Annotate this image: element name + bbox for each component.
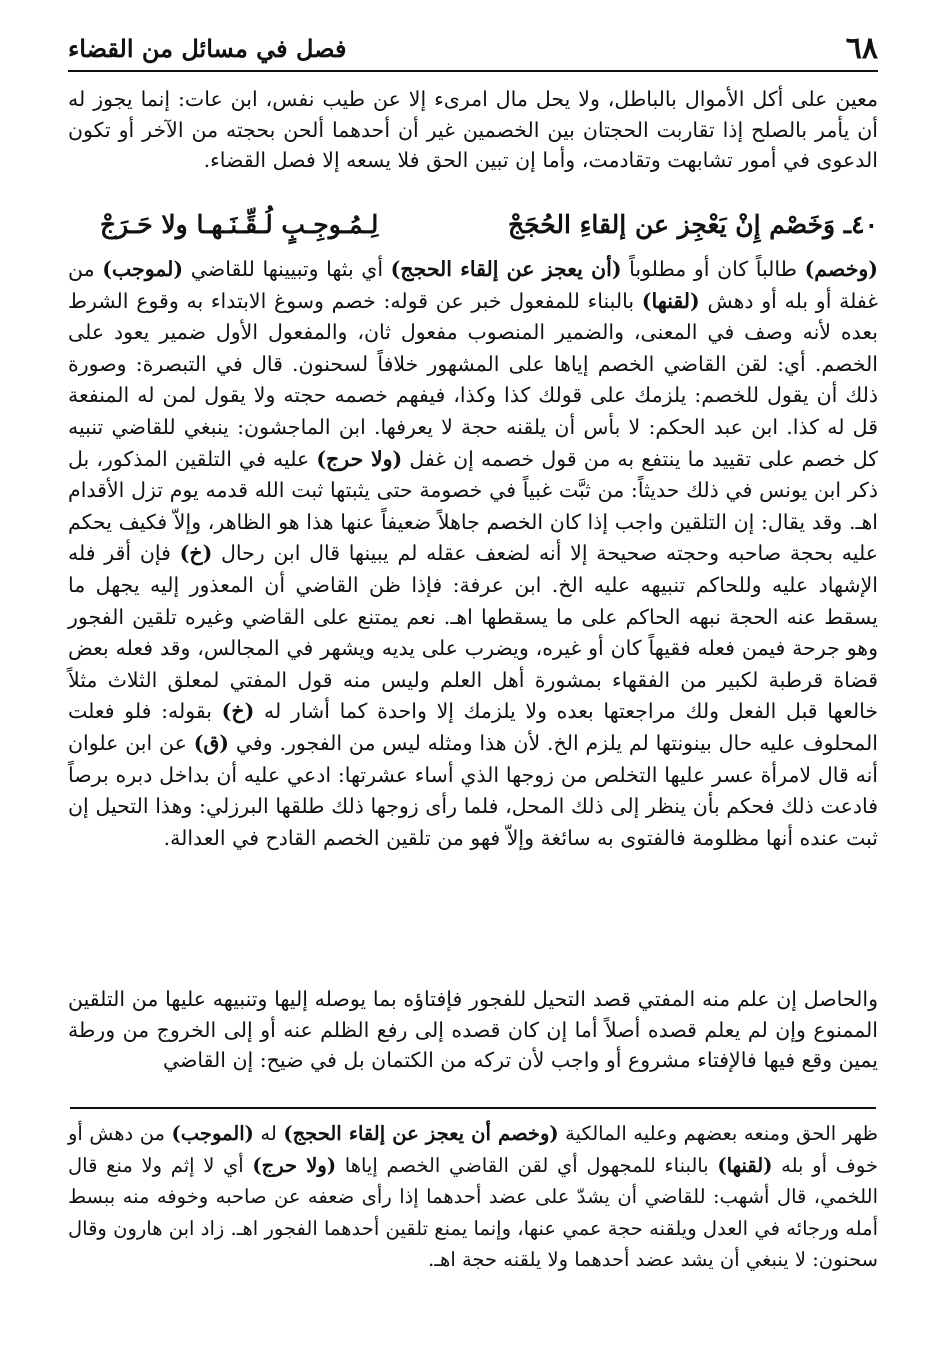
footnote-text (68, 1118, 878, 1276)
commentary-span: فإن أقر فله الإشهاد عليه وللحاكم تنبيهه عليه الخ. ابن عرفة: فإذا ظن القاضي أن المعذور إليه يجهل ما يسقط عنه الحجة نبهه الحاكم على ما يسقطها اهـ. نعم يمتنع على القاضي وغيره تلقين الفجور وهو جرحة فيمن فعله فقيهاً كان أو غيره، ويضرب على يديه ويشهر في المجالس، وقد فعله بعض قضاة قرطبة لكبير من الفقهاء بمشورة أهل العلم وليس منه قول المفتي لمعلق الثلاث مثلاً خالعها قبل الفعل ولك مراجعتها بعده ولا يلزمك إلا واحدة كما أشار له (68, 541, 878, 724)
commentary-span: عليه في التلقين المذكور، بل ذكر ابن يونس في ذلك حديثاً: من ثبَّت غبياً في خصومة حتى يثبتها ثبت الله قدمه يوم تزل الأقدام اهـ. وقد يقال: إن التلقين واجب إذا كان الخصم جاهلاً ضعيفاً عنها هذا هو الظاهر، وإلاّ فكيف يحكم عليه بحجة صاحبه وحجته صحيحة إلا أنه لضعف عقله لم يبينها قال ابن رحال (68, 446, 878, 566)
quoted-term: (أن يعجز عن إلقاء الحجج) (390, 257, 622, 281)
commentary-span: بالبناء للمفعول خبر عن قوله: خصم وسوغ الابتداء به وقوع الشرط بعده لأنه وصف في المعنى، والضمير المنصوب مفعول ثان، والمفعول الأول ضمير يعود على الخصم. أي: لقن القاضي الخصم إياها على المشهور خلافاً لسحنون. قال في التبصرة: وصورة ذلك أن يقول للخصم: يلزمك على قولك كذا وكذا، فيفهم خصمه حجته ولا يقول لمن له المنفعة قل له كذا. ابن عبد الحكم: لا بأس أن يلقنه حجة لا يعرفها. ابن الماجشون: ينبغي للقاضي تنبيه كل خصم على تقييد ما ينتفع به من قول خصمه إن غفل (68, 288, 879, 471)
footnote-span: ظهر الحق ومنعه بعضهم وعليه المالكية (558, 1122, 879, 1145)
commentary-paragraph (68, 254, 878, 854)
quoted-term: (الموجب) (171, 1122, 254, 1145)
quoted-term: (وخصم) (804, 257, 878, 281)
running-title: فصل في مسائل من القضاء (68, 33, 347, 63)
page-header (68, 26, 878, 72)
quoted-term: (خ) (221, 699, 255, 724)
quoted-term: (لموجب) (102, 257, 184, 281)
intro-text: معين على أكل الأموال بالباطل، ولا يحل مال امرىء إلا عن طيب نفس، ابن عات: إنما يجوز له أن يأمر بالصلح إذا تقاربت الحجتان بين الخصمين غير أن أحدهما ألحن بحجته من الآخر أو تكون الدعوى في أمور تشابهت وتقادمت، وأما إن تبين الحق فلا يسعه إلا فصل القضاء. (68, 87, 878, 172)
quoted-term: (خ) (179, 541, 213, 566)
summary-paragraph (68, 984, 878, 1076)
footnote-span: له (253, 1122, 284, 1145)
footnote-span: من دهش أو خوف أو بله (68, 1122, 879, 1177)
page-number: ٦٨ (845, 30, 878, 66)
commentary-text (68, 254, 878, 854)
footnote-block (68, 1118, 878, 1276)
footnote-span: بالبناء للمجهول أي لقن القاضي الخصم إياها (336, 1153, 718, 1177)
footnote-span: أي لا إثم ولا منع قال اللخمي، قال أشهب: للقاضي أن يشدّ على عضد أحدهما إذا رأى ضعفه عن صاحبه وخوفه منه ببسط أمله ورجائه في العدل ويلقنه حجة عمي عنها، وإنما يمنع تلقين أحدهما الفجور اهـ. زاد ابن هارون وقال سحنون: لا ينبغي أن يشد عضد أحدهما ولا يلقنه حجة اهـ. (68, 1153, 878, 1271)
quoted-term: (ولا حرج) (252, 1153, 337, 1177)
commentary-span: طالباً كان أو مطلوباً (621, 257, 805, 281)
intro-paragraph (68, 84, 878, 176)
footnote-divider (70, 1107, 876, 1109)
commentary-span: عن ابن علوان أنه قال لامرأة عسر عليها التخلص من زوجها الذي أساء عشرتها: ادعي عليه أن بداخل دبره برصاً فادعت ذلك فحكم بأن ينظر إلى ذلك المحل، فلما رأى زوجها ذلك طلقها البرزلي: وهذا التحيل إن ثبت عنده أنها مظلومة فالفتوى به سائغة وإلاّ فهو من تلقين الخصم القادح في العدالة. (68, 730, 878, 850)
quoted-term: (لقنها) (641, 288, 700, 313)
quoted-term: (لقنها) (717, 1153, 773, 1177)
commentary-span: أي بثها وتبيينها للقاضي (183, 257, 391, 281)
quoted-term: (ولا حرج) (316, 446, 403, 471)
commentary-span: من غفلة أو بله أو دهش (68, 257, 878, 313)
verse-line (100, 200, 878, 248)
verse-second-hemistich: لِـمُـوجِـبٍ لُـقِّـنَـهـا ولا حَـرَجْ (100, 209, 379, 239)
quoted-term: (وخصم أن يعجز عن إلقاء الحجج) (283, 1122, 559, 1145)
commentary-span: بقوله: فلو فعلت المحلوف عليه حال بينونتها لم يلزم الخ. لأن هذا ومثله ليس من الفجور. وفي (68, 699, 878, 755)
summary-text: والحاصل إن علم منه المفتي قصد التحيل للفجور فإفتاؤه بما يوصله إليها وتنبيهه عليها من التلقين الممنوع وإن لم يعلم قصده أصلاً أما إن كان قصده إلى رفع الظلم عنه أو إلى الخروج من ورطة يمين وقع فيها فالإفتاء مشروع أو واجب لأن تركه من الكتمان بل في ضيح: إن القاضي (68, 987, 878, 1072)
verse-first-hemistich: ٤٠ـ وَخَصْم إِنْ يَعْجِز عن إلقاءِ الحُجَجْ (507, 209, 878, 239)
quoted-term: (ق) (193, 730, 230, 755)
